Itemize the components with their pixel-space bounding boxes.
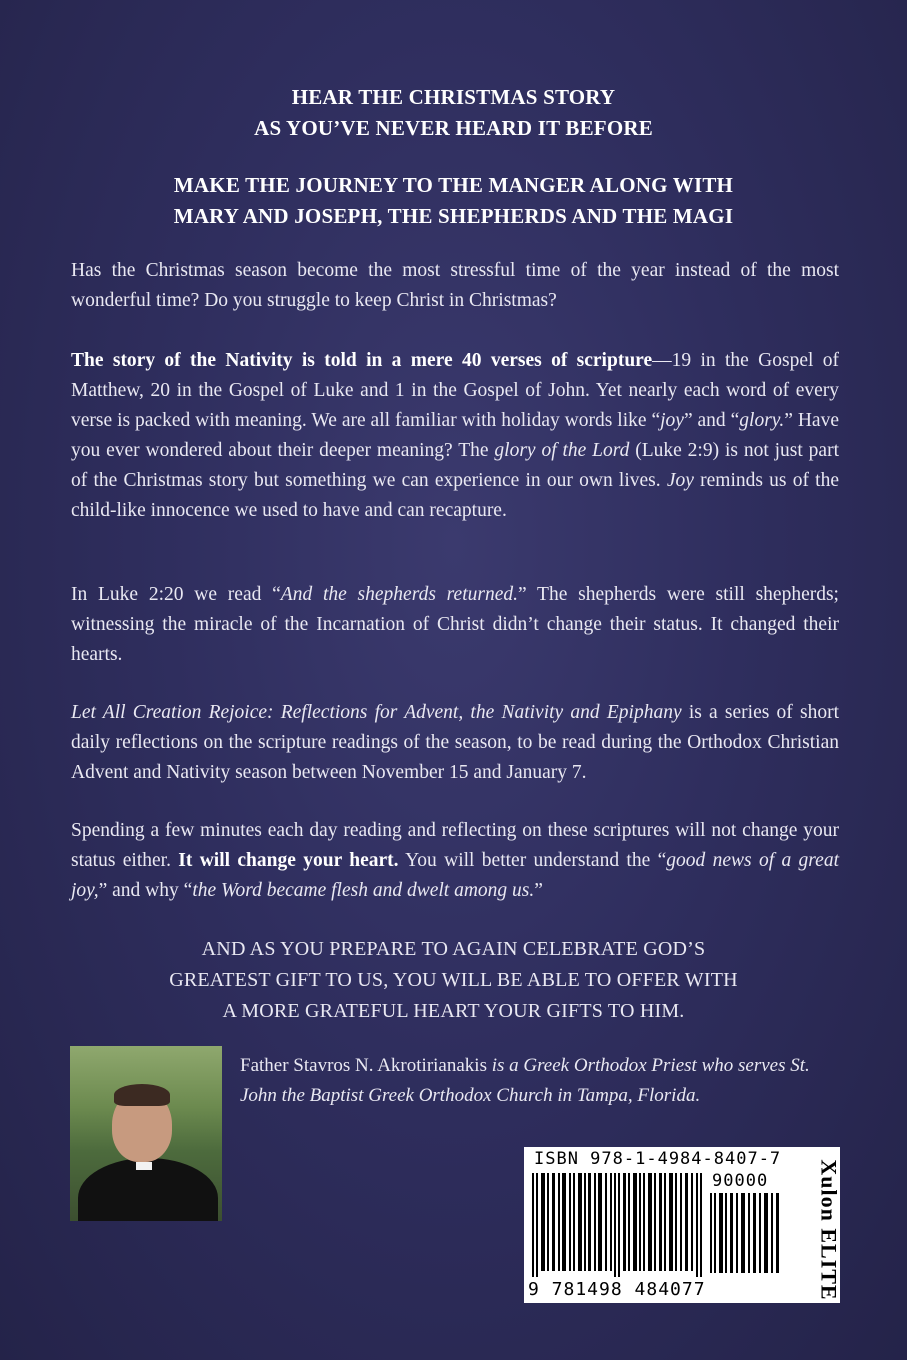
text-span: ” The shepherds were still shepherds; witnessing the miracle of the Incarnation of Christ didn’t change their status. It changed their hearts. bbox=[71, 584, 839, 665]
text-span: You will better understand the “ bbox=[398, 850, 667, 871]
book-title: Let All Creation Rejoice: Reflections for Advent, the Nativity and Epiphany bbox=[71, 702, 682, 723]
bold-heart: It will change your heart. bbox=[178, 850, 399, 871]
text-span: —19 in the Gospel of Matthew, 20 in the Gospel of Luke and 1 in the Gospel of John. Yet nearly each word of every verse is packed with meaning. We are all familiar with holiday words like “ bbox=[71, 350, 839, 431]
text-span: In Luke 2:20 we read “ bbox=[71, 584, 281, 605]
author-bio bbox=[240, 1051, 820, 1111]
author-description: is a Greek Orthodox Priest who serves St. John the Baptist Greek Orthodox Church in Tampa, Florida. bbox=[240, 1055, 810, 1106]
nativity-bold: The story of the Nativity is told in a mere 40 verses of scripture bbox=[71, 350, 653, 371]
author-name: Father Stavros N. Akrotirianakis bbox=[240, 1055, 492, 1076]
heart-paragraph bbox=[71, 816, 839, 906]
photo-hair bbox=[114, 1084, 170, 1106]
isbn-barcode bbox=[530, 1173, 706, 1277]
closing-statement bbox=[0, 934, 907, 1027]
photo-collar bbox=[136, 1162, 152, 1170]
headline-primary-line1: HEAR THE CHRISTMAS STORY bbox=[291, 85, 616, 109]
author-photo bbox=[70, 1046, 222, 1221]
text-span: ” and “ bbox=[683, 410, 740, 431]
italic-joy2: Joy bbox=[666, 470, 694, 491]
headline-secondary-line2: MARY AND JOSEPH, THE SHEPHERDS AND THE MAGI bbox=[173, 204, 734, 228]
book-description-paragraph bbox=[71, 698, 839, 788]
headline-secondary bbox=[0, 170, 907, 232]
italic-quote: And the shepherds returned. bbox=[280, 584, 518, 605]
italic-quote2: the Word became flesh and dwelt among us. bbox=[192, 880, 535, 901]
text-span: ” bbox=[534, 880, 543, 901]
italic-quote1: good news of a great joy, bbox=[71, 850, 839, 901]
italic-joy: joy bbox=[660, 410, 684, 431]
text-span: ” Have you ever wondered about their deeper meaning? The bbox=[71, 410, 839, 461]
closing-line2: GREATEST GIFT TO US, YOU WILL BE ABLE TO OFFER WITH bbox=[169, 969, 738, 991]
italic-glory: glory. bbox=[739, 410, 785, 431]
headline-primary bbox=[0, 82, 907, 144]
text-span: is a series of short daily reflections on the scripture readings of the season, to be read during the Orthodox Christian Advent and Nativity season between November 15 and January 7. bbox=[71, 702, 839, 783]
isbn-digits: 9 781498 484077 bbox=[528, 1279, 706, 1300]
price-code: 90000 bbox=[712, 1171, 769, 1191]
headline-secondary-line1: MAKE THE JOURNEY TO THE MANGER ALONG WITH bbox=[173, 173, 734, 197]
publisher-logo bbox=[806, 1159, 842, 1301]
closing-line3: A MORE GRATEFUL HEART YOUR GIFTS TO HIM. bbox=[222, 1000, 685, 1022]
intro-paragraph: Has the Christmas season become the most stressful time of the year instead of the most wonderful time? Do you struggle to keep Christ in Christmas? bbox=[71, 260, 839, 311]
barcode-box bbox=[524, 1147, 840, 1303]
italic-glory-lord: glory of the Lord bbox=[494, 440, 630, 461]
text-span: (Luke 2:9) is not just part of the Christmas story but something we can experience in our own lives. bbox=[71, 440, 839, 491]
closing-line1: AND AS YOU PREPARE TO AGAIN CELEBRATE GOD’S bbox=[201, 938, 706, 960]
text-span: Spending a few minutes each day reading and reflecting on these scriptures will not change your status either. bbox=[71, 820, 839, 871]
headline-primary-line2: AS YOU’VE NEVER HEARD IT BEFORE bbox=[254, 116, 653, 140]
nativity-paragraph bbox=[71, 346, 839, 526]
shepherds-paragraph bbox=[71, 580, 839, 670]
isbn-label: ISBN 978-1-4984-8407-7 bbox=[534, 1149, 782, 1169]
publisher-logo-text: Xulon ELITE bbox=[816, 1159, 842, 1301]
text-span: reminds us of the child-like innocence we used to have and can recapture. bbox=[71, 470, 840, 521]
text-span: ” and why “ bbox=[98, 880, 193, 901]
price-barcode bbox=[710, 1193, 780, 1273]
